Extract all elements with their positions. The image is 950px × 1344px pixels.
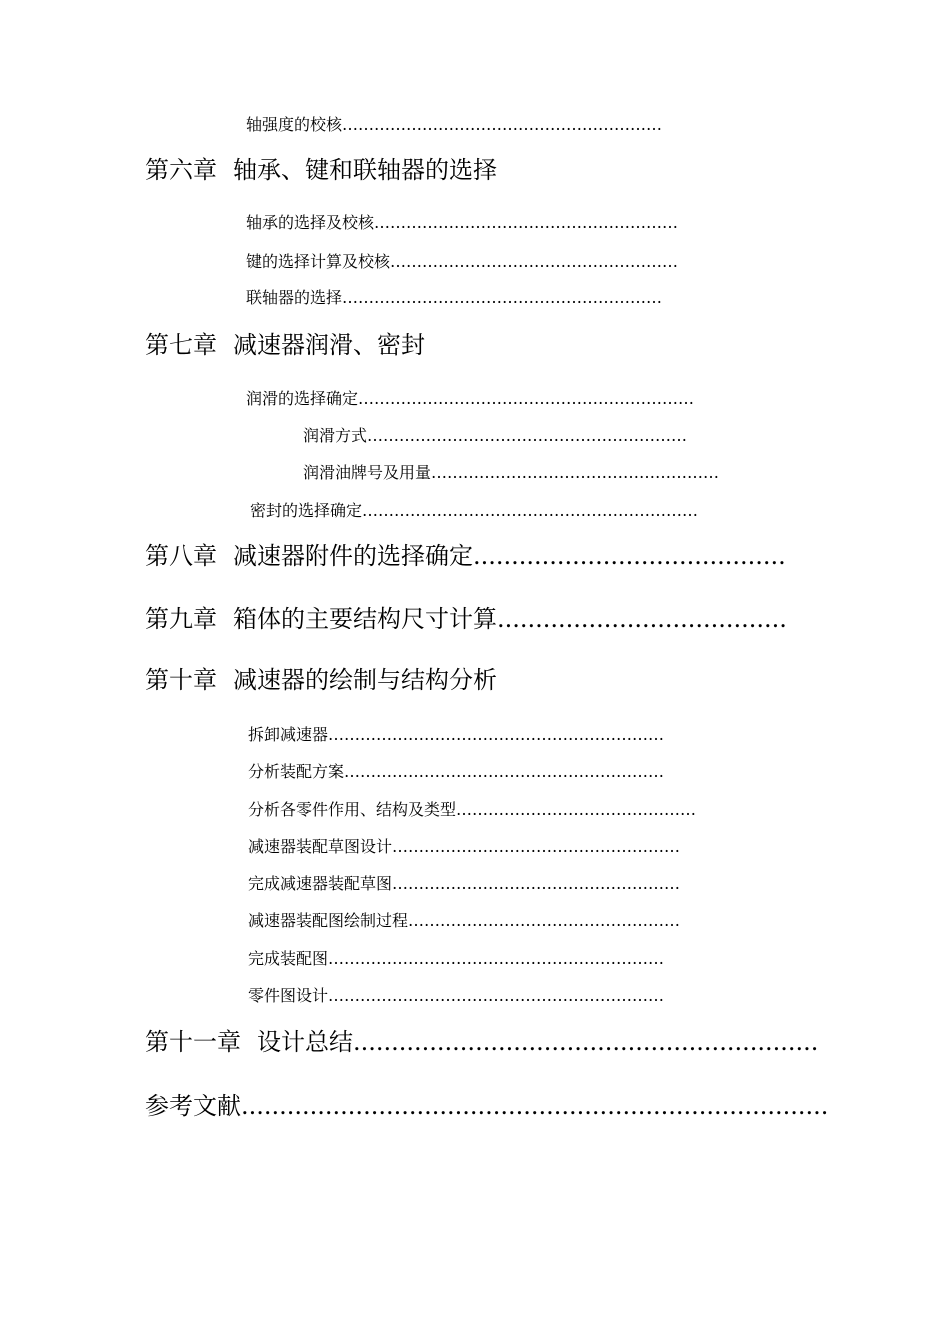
toc-leader-dots: ............................................................................. [241,1092,829,1120]
chapter-number: 第八章 [145,542,217,570]
toc-leader-dots: ……………………………………………………… [362,501,699,520]
toc-entry-label: 减速器装配图绘制过程 [248,911,409,930]
toc-entry-label: 润滑的选择确定 [246,389,359,408]
toc-entry-seal-selection [250,503,770,519]
toc-chapter-label [145,158,497,182]
toc-leader-dots: ……………………………………………… [431,463,720,482]
chapter-number: 第九章 [145,605,217,633]
chapter-title: 减速器的绘制与结构分析 [233,666,497,694]
toc-entry-assembly-scheme [248,764,768,780]
toc-entry-label: 分析装配方案 [248,762,345,781]
toc-leader-dots: …………………………………………………… [367,426,688,445]
toc-leader-dots: ……………………………………………………… [328,986,665,1005]
toc-entry-coupling-selection [246,290,766,306]
toc-entry-complete-assembly-sketch [248,876,768,892]
toc-leader-dots: ……………………………………………… [392,874,681,893]
chapter-title: 箱体的主要结构尺寸计算 [233,605,497,633]
toc-entry-key-selection [246,254,766,270]
toc-entry-part-drawing-design [248,988,768,1004]
toc-leader-dots: ............................................................. [353,1028,819,1056]
toc-leader-dots: …………………………………………………… [342,288,663,307]
toc-leader-dots: ……………………………………………………… [358,389,695,408]
toc-entry-label: 完成装配图 [248,949,329,968]
toc-references-label: 参考文献 [145,1092,241,1120]
toc-entry-bearing-selection [246,215,766,231]
toc-entry-part-analysis [248,802,768,818]
toc-entry-label: 拆卸减速器 [248,725,329,744]
toc-leader-dots: ……………………………………………………… [328,725,665,744]
toc-leader-dots: ……………………………………………………… [328,949,665,968]
toc-entry-label: 轴承的选择及校核 [246,213,375,232]
toc-entry-label: 密封的选择确定 [250,501,363,520]
toc-leader-dots: …………………………………………………… [342,115,663,134]
chapter-title: 减速器附件的选择确定 [233,542,473,570]
toc-entry-label: 键的选择计算及校核 [246,252,391,271]
chapter-number: 第十一章 [145,1028,241,1056]
toc-entry-complete-assembly-drawing [248,951,768,967]
toc-entry-lubricant-grade [303,465,765,481]
toc-entry-label: 零件图设计 [248,986,329,1005]
toc-entry-lubrication-selection [246,391,766,407]
toc-leader-dots: ......................................... [473,542,786,570]
toc-chapter-label [145,1030,353,1054]
toc-leader-dots: ………………………………………………… [374,213,679,232]
toc-leader-dots: ……………………………………………… [392,837,681,856]
toc-entry-label: 完成减速器装配草图 [248,874,393,893]
chapter-title: 减速器润滑、密封 [233,331,425,359]
toc-chapter-9 [145,605,787,633]
chapter-number: 第六章 [145,156,217,184]
toc-entry-assembly-drawing-process [248,913,768,929]
toc-entry-disassembly [248,727,768,743]
toc-leader-dots: …………………………………………………… [344,762,665,781]
toc-entry-assembly-sketch-design [248,839,768,855]
toc-leader-dots: ...................................... [497,605,787,633]
toc-leader-dots: ……………………………………………… [390,252,679,271]
toc-chapter-label [145,544,473,568]
toc-chapter-7 [145,333,745,357]
toc-leader-dots: ……………………………………… [456,800,697,819]
chapter-number: 第十章 [145,666,217,694]
toc-entry-label: 联轴器的选择 [246,288,343,307]
toc-entry-lubrication-method [303,428,765,444]
toc-chapter-6 [145,158,745,182]
toc-chapter-11 [145,1028,819,1056]
chapter-title: 设计总结 [257,1028,353,1056]
chapter-number: 第七章 [145,331,217,359]
toc-chapter-label [145,668,497,692]
toc-entry-label: 分析各零件作用、结构及类型 [248,800,457,819]
toc-entry-label: 轴强度的校核 [246,115,343,134]
toc-chapter-label [145,607,497,631]
toc-chapter-8 [145,542,786,570]
toc-chapter-10 [145,668,745,692]
toc-entry-label: 润滑方式 [303,426,368,445]
toc-entry-label: 减速器装配草图设计 [248,837,393,856]
toc-references [145,1092,829,1120]
toc-entry-label: 润滑油牌号及用量 [303,463,432,482]
toc-chapter-label [145,333,425,357]
toc-entry-shaft-strength-check [246,117,766,133]
toc-leader-dots: …………………………………………… [408,911,681,930]
chapter-title: 轴承、键和联轴器的选择 [233,156,497,184]
